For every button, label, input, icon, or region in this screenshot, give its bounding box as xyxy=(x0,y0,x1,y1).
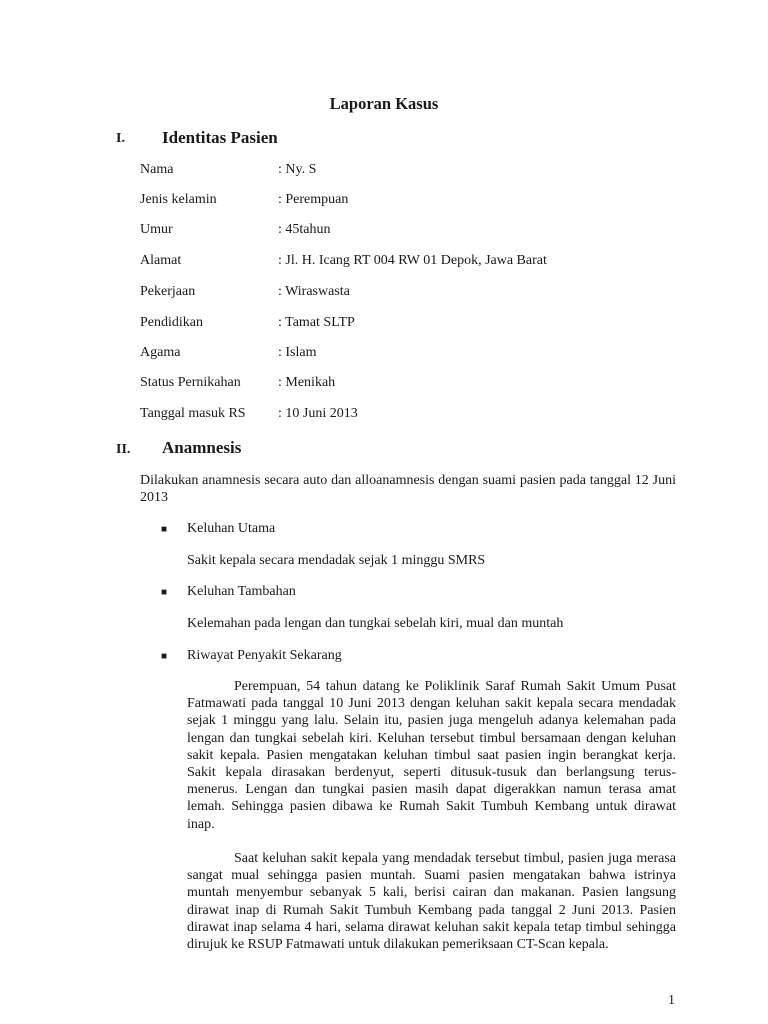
keluhan-tambahan-text: Kelemahan pada lengan dan tungkai sebelah kiri, mual dan muntah xyxy=(187,616,564,631)
row-label-umur: Umur xyxy=(140,222,173,237)
bullet-icon: ■ xyxy=(161,587,168,598)
row-label-status-pernikahan: Status Pernikahan xyxy=(140,375,241,390)
row-label-pendidikan: Pendidikan xyxy=(140,315,203,330)
row-value-nama: : Ny. S xyxy=(278,162,317,177)
page-title: Laporan Kasus xyxy=(329,94,439,113)
row-value-agama: : Islam xyxy=(278,345,317,360)
row-value-umur: : 45tahun xyxy=(278,222,331,237)
row-label-tanggal-masuk: Tanggal masuk RS xyxy=(140,406,246,421)
anamnesis-intro: Dilakukan anamnesis secara auto dan alloanamnesis dengan suami pasien pada tanggal 12 Juni 2013 xyxy=(140,473,676,505)
row-label-alamat: Alamat xyxy=(140,253,182,268)
row-value-status-pernikahan: : Menikah xyxy=(278,375,336,390)
row-label-pekerjaan: Pekerjaan xyxy=(140,284,196,299)
row-value-jenis-kelamin: : Perempuan xyxy=(278,192,349,207)
section-1-number: I. xyxy=(116,131,125,146)
bullet-label-keluhan-tambahan: Keluhan Tambahan xyxy=(187,584,296,599)
bullet-label-keluhan-utama: Keluhan Utama xyxy=(187,521,276,536)
section-2-number: II. xyxy=(116,442,131,457)
row-label-agama: Agama xyxy=(140,345,181,360)
riwayat-paragraph-1: Perempuan, 54 tahun datang ke Poliklinik Saraf Rumah Sakit Umum Pusat Fatmawati pada tanggal 10 Juni 2013 dengan keluhan sakit kepala secara mendadak sejak 1 minggu yang lalu. Selain itu, pasien juga mengeluh adanya kelemahan pada lengan dan tungkai sebelah kiri. Keluhan tersebut timbul bersamaan dengan keluhan sakit kepala. Pasien mengatakan keluhan timbul saat pasien ingin berangkat kerja. Sakit kepala dirasakan berdenyut, seperti ditusuk-tusuk dan berlangsung terus-menerus. Lengan dan tungkai pasien masih dapat digerakkan namun terasa amat lemah. Sehingga pasien dibawa ke Rumah Sakit Tumbuh Kembang untuk dirawat inap. xyxy=(187,679,676,832)
keluhan-utama-text: Sakit kepala secara mendadak sejak 1 minggu SMRS xyxy=(187,553,486,568)
section-1-title: Identitas Pasien xyxy=(162,128,278,147)
bullet-icon: ■ xyxy=(161,651,168,662)
bullet-icon: ■ xyxy=(161,524,168,535)
riwayat-paragraph-2: Saat keluhan sakit kepala yang mendadak tersebut timbul, pasien juga merasa sangat mual sehingga pasien muntah. Suami pasien mengatakan bahwa istrinya muntah menyembur sebanyak 5 kali, berisi cairan dan makanan. Pasien langsung dirawat inap di Rumah Sakit Tumbuh Kembang pada tanggal 2 Juni 2013. Pasien dirawat inap selama 4 hari, selama dirawat keluhan sakit kepala tetap timbul sehingga dirujuk ke RSUP Fatmawati untuk dilakukan pemeriksaan CT-Scan kepala. xyxy=(187,851,676,953)
bullet-label-riwayat-penyakit: Riwayat Penyakit Sekarang xyxy=(187,648,342,663)
row-value-alamat: : Jl. H. Icang RT 004 RW 01 Depok, Jawa Barat xyxy=(278,253,547,268)
row-value-pekerjaan: : Wiraswasta xyxy=(278,284,350,299)
row-value-pendidikan: : Tamat SLTP xyxy=(278,315,355,330)
row-label-nama: Nama xyxy=(140,162,174,177)
row-value-tanggal-masuk: : 10 Juni 2013 xyxy=(278,406,358,421)
row-label-jenis-kelamin: Jenis kelamin xyxy=(140,192,217,207)
page-number: 1 xyxy=(668,993,675,1008)
section-2-title: Anamnesis xyxy=(162,438,242,457)
